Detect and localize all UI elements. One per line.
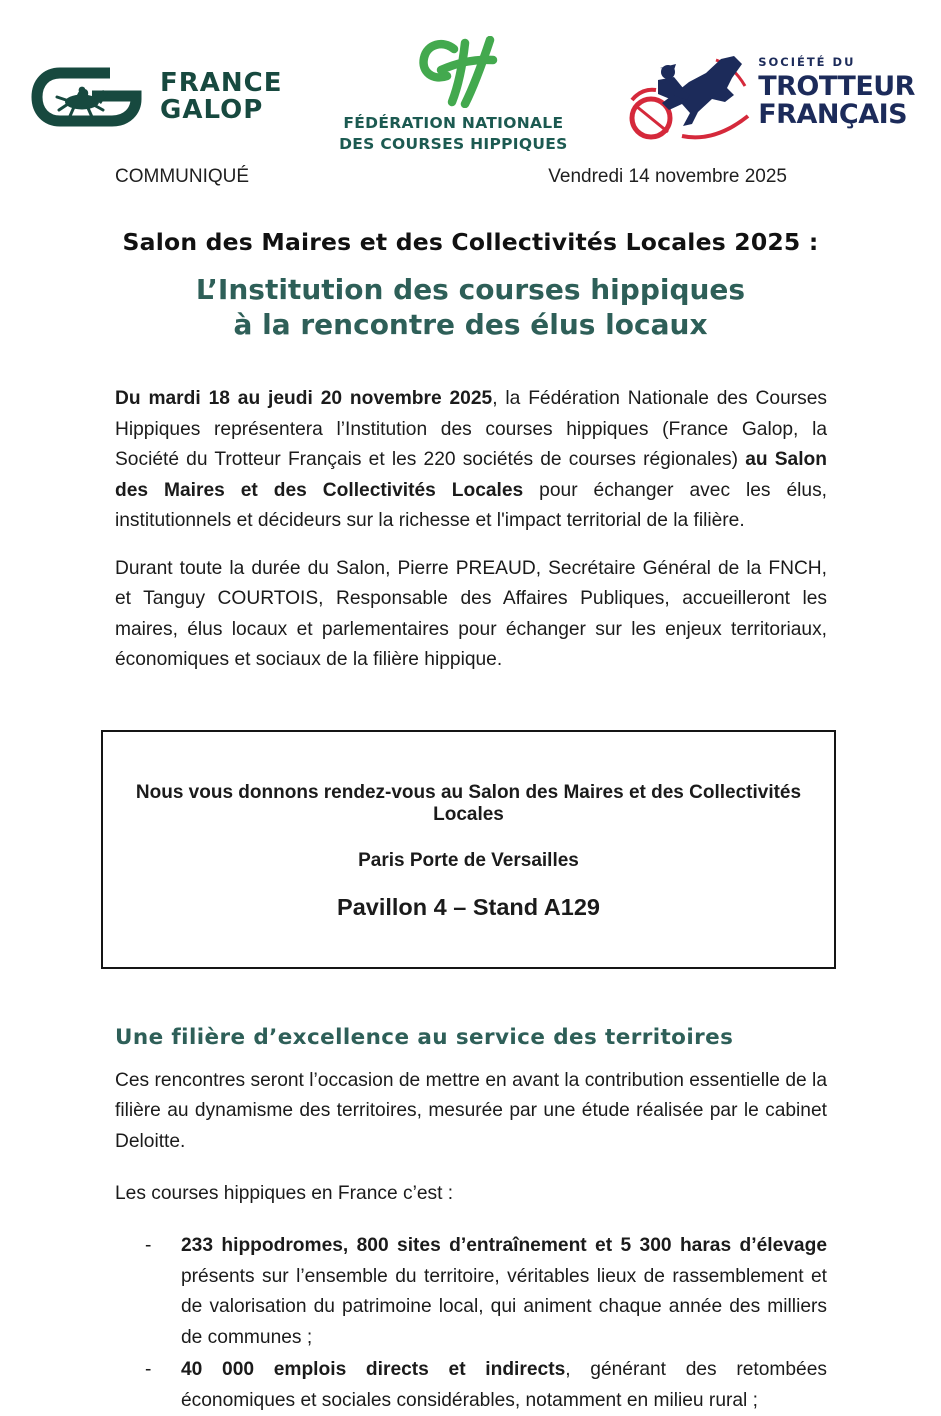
section-paragraph: Ces rencontres seront l’occasion de mettre en avant la contribution essentielle de la filière au dynamisme des territoires, mesurée par une étude réalisée par le cabinet Deloitte. xyxy=(115,1069,827,1152)
stf-trotter-sulky-icon xyxy=(624,42,752,144)
fnch-wordmark: FÉDÉRATION NATIONALE DES COURSES HIPPIQUES xyxy=(339,114,568,153)
rendezvous-box xyxy=(101,730,836,969)
stf-logo xyxy=(624,42,915,144)
bullet-list xyxy=(115,1231,827,1416)
bullet-text-emplois: 40 000 emplois directs et indirects, générant des retombées économiques et sociales considérables, notamment en milieu rural ; xyxy=(181,1359,827,1411)
communique-row xyxy=(115,166,787,188)
paragraph-team: Durant toute la durée du Salon, Pierre PREAUD, Secrétaire Général de la FNCH, et Tanguy COURTOIS, Responsable des Affaires Publiques, accueilleront les maires, élus locaux et parlementaires pour échanger sur les enjeux territoriaux, économiques et sociaux de la filière hippique. xyxy=(115,557,827,670)
fnch-ch-monogram-icon xyxy=(407,36,499,108)
body-column xyxy=(115,384,827,676)
bullet-dash: - xyxy=(145,1235,152,1256)
fnch-logo xyxy=(328,36,578,155)
rendezvous-line1: Nous vous donnons rendez-vous au Salon des Maires et des Collectivités Locales xyxy=(135,781,802,825)
list-item xyxy=(115,1355,827,1416)
bullet-dash: - xyxy=(145,1359,152,1380)
france-galop-track-horse-icon xyxy=(30,66,148,128)
headline-green xyxy=(0,272,941,342)
logo-band xyxy=(0,0,941,153)
rendezvous-location: Paris Porte de Versailles xyxy=(358,849,579,871)
paragraph-intro: Du mardi 18 au jeudi 20 novembre 2025, la Fédération Nationale des Courses Hippiques représentera l’Institution des courses hippiques (France Galop, la Société du Trotteur Français et les 220 sociétés de courses régionales) au Salon des Maires et des Collectivités Locales pour échanger avec les élus, institutionnels et décideurs sur la richesse et l'impact territorial de la filière. xyxy=(115,388,827,531)
bullet-text-hippodromes: 233 hippodromes, 800 sites d’entraînement et 5 300 haras d’élevage présents sur l’ensemble du territoire, véritables lieux de rassemblement et de valorisation du patrimoine local, qui animent chaque année des milliers de communes ; xyxy=(181,1235,827,1348)
france-galop-logo xyxy=(30,66,283,128)
headline-green-line1: L’Institution des courses hippiques xyxy=(195,273,746,306)
stf-wordmark: SOCIÉTÉ DU TROTTEUR FRANÇAIS xyxy=(758,54,915,131)
doc-type-label: COMMUNIQUÉ xyxy=(115,166,250,187)
france-galop-wordmark: FRANCE GALOP xyxy=(160,68,283,125)
headline-black: Salon des Maires et des Collectivités Locales 2025 : xyxy=(122,228,819,256)
section-heading: Une filière d’excellence au service des territoires xyxy=(115,1024,734,1050)
list-item xyxy=(115,1231,827,1353)
headline-green-line2: à la rencontre des élus locaux xyxy=(233,308,708,341)
date-label: Vendredi 14 novembre 2025 xyxy=(548,166,787,187)
rendezvous-stand: Pavillon 4 – Stand A129 xyxy=(337,893,600,920)
list-intro: Les courses hippiques en France c’est : xyxy=(115,1183,454,1204)
